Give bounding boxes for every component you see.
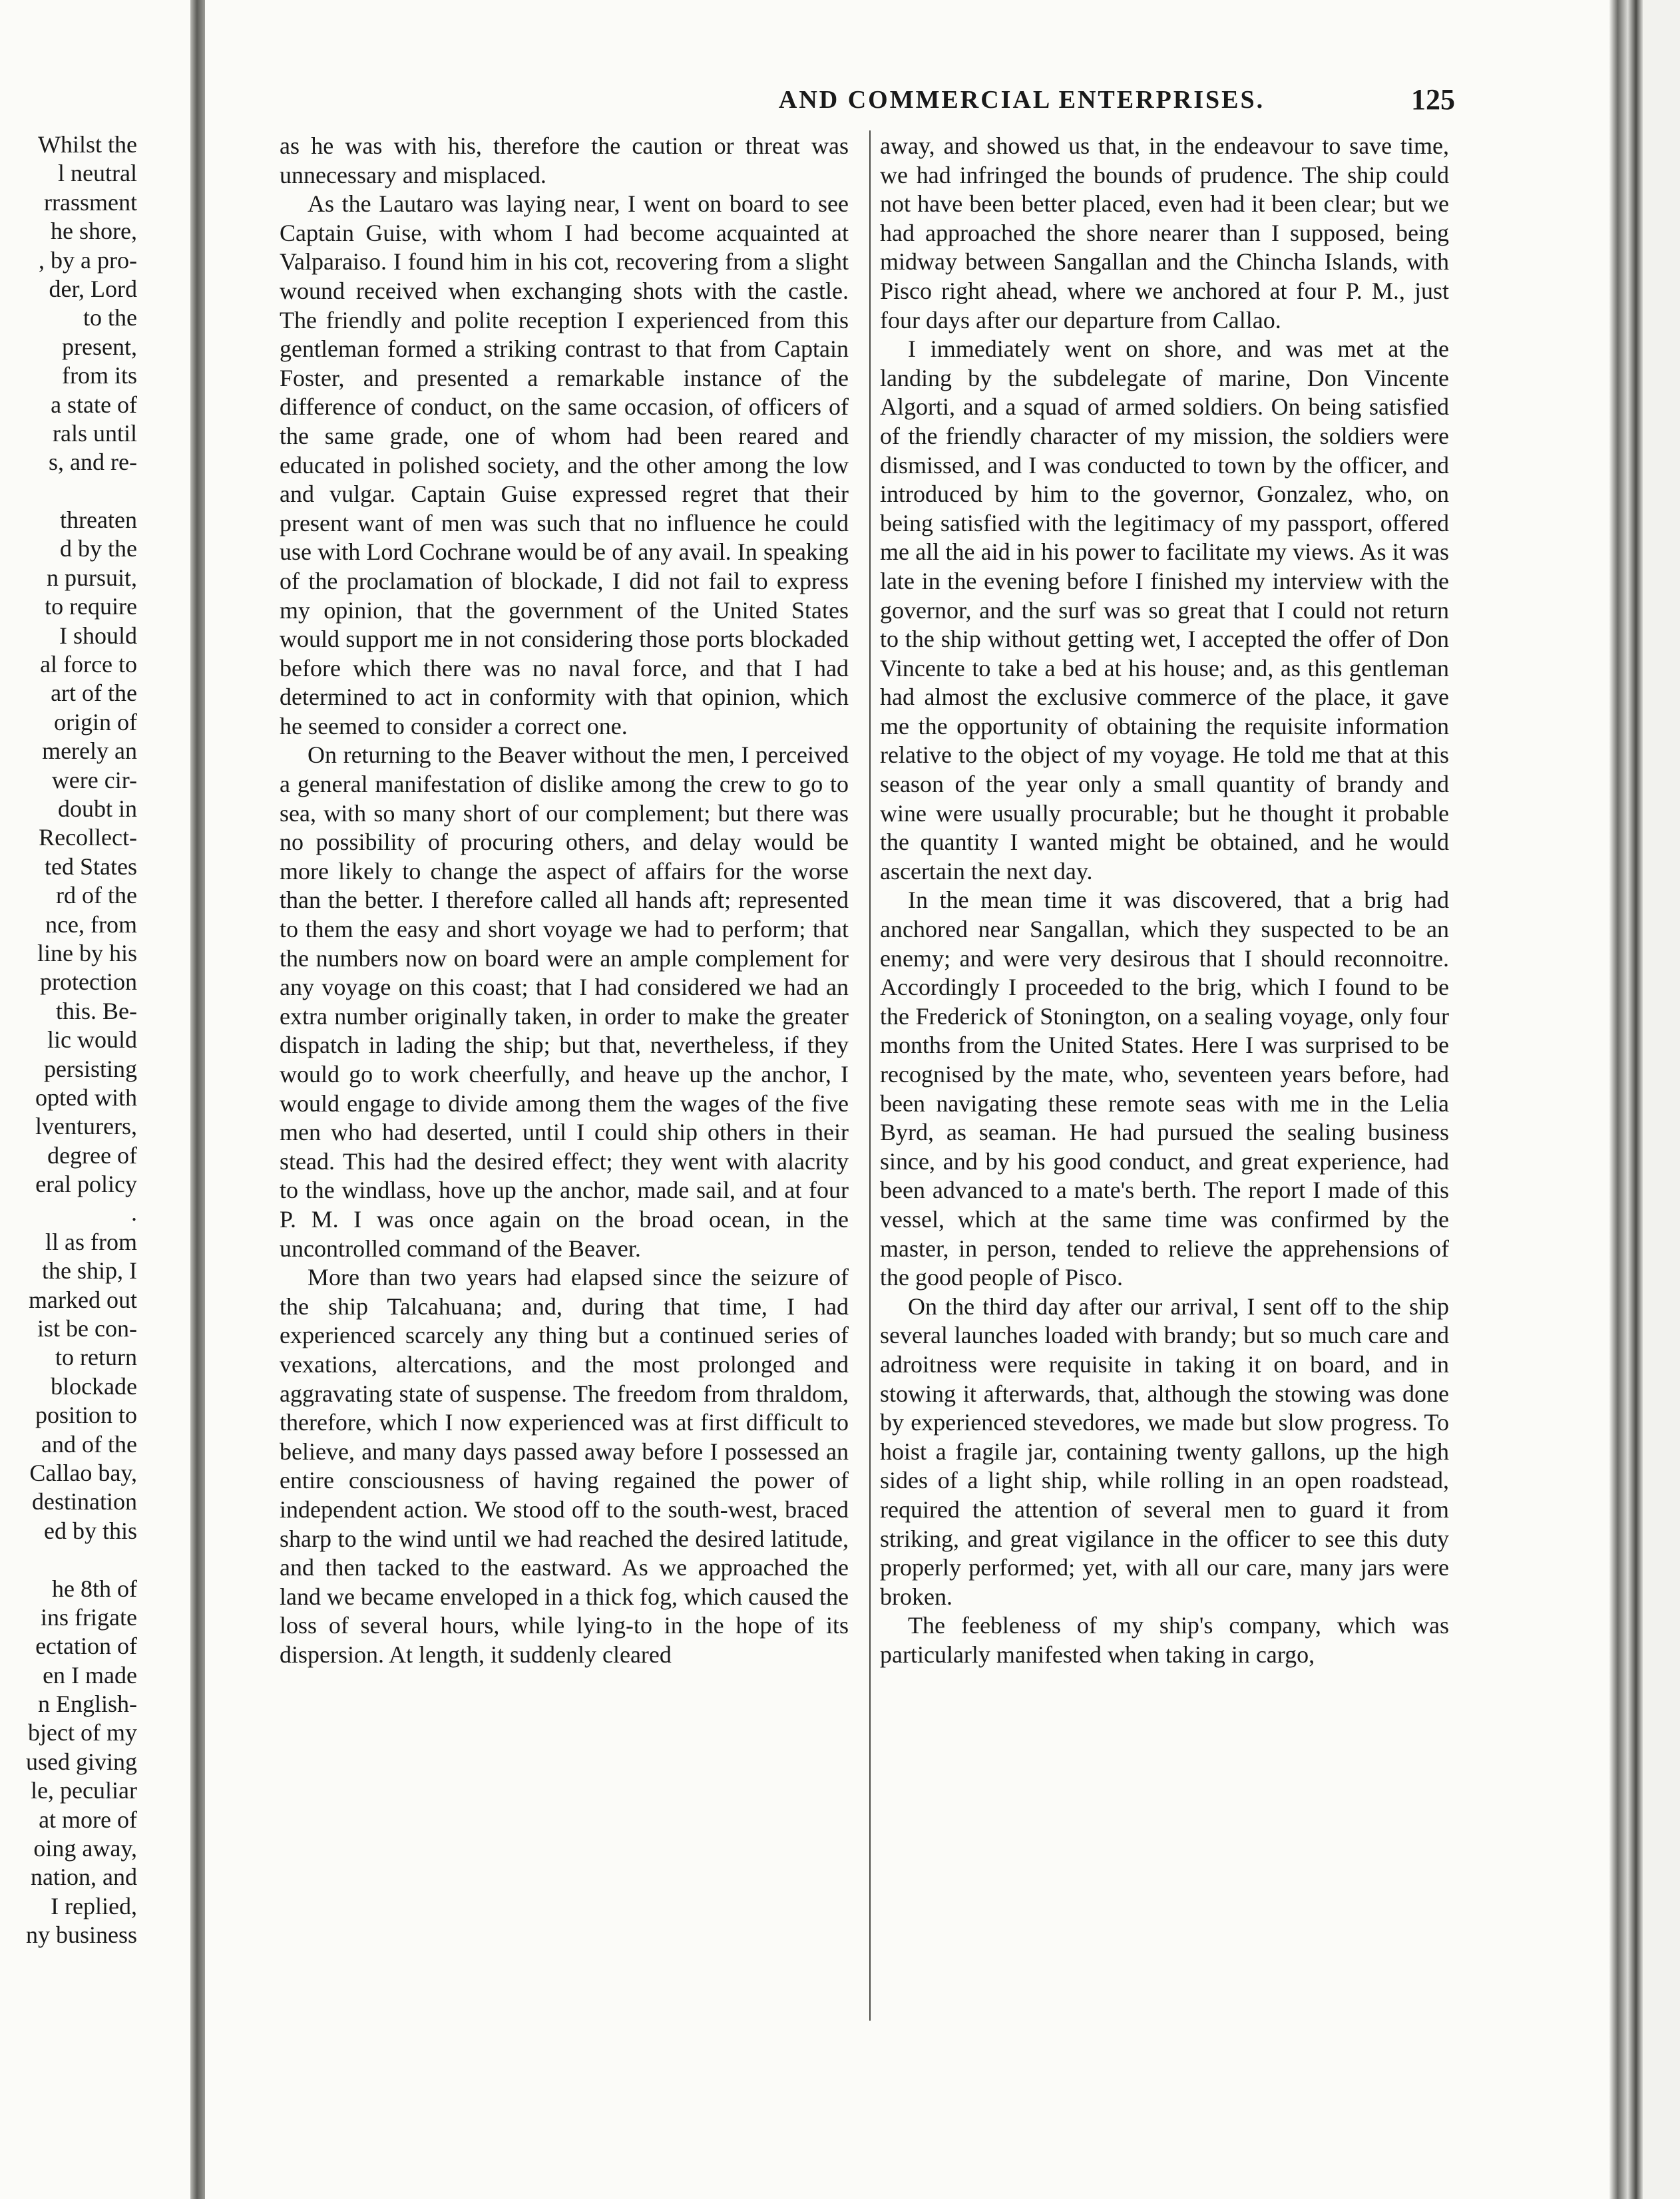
- paragraph: as he was with his, therefore the caution or threat was unnecessary and misplaced.: [280, 132, 849, 188]
- fragment-line: were cir-: [51, 766, 137, 793]
- fragment-line: ectation of: [35, 1633, 137, 1660]
- fragment-line: l neutral: [58, 160, 137, 187]
- paragraph: As the Lautaro was laying near, I went on board to see Captain Guise, with whom I had become acquainted at Valparaiso. I found him in his cot, recovering from a slight wound received when exchanging shots with the castle. The friendly and polite reception I experienced from this gentleman formed a striking contrast to that from Captain Foster, and presented a remarkable instance of the difference of conduct, on the same occasion, of officers of the same grade, one of whom had been reared and educated in polished society, and the other among the low and vulgar. Captain Guise expressed regret that their present want of men was such that no influence he could use with Lord Cochrane would be of any avail. In speaking of the proclamation of blockade, I did not fail to express my opinion, that the government of the United States would support me in not considering those ports blockaded before which there was no naval force, and that I had determined to act in conformity with that opinion, which he seemed to consider a correct one.: [280, 190, 849, 739]
- fragment-line: rrassment: [44, 188, 137, 216]
- fragment-line: blockade: [51, 1372, 137, 1400]
- right-text-column: [880, 132, 1449, 1669]
- fragment-line: [0, 1545, 137, 1574]
- fragment-line: position to: [35, 1402, 137, 1429]
- fragment-line: ed by this: [44, 1517, 137, 1544]
- fragment-line: and of the: [41, 1430, 137, 1458]
- fragment-line: der, Lord: [49, 275, 137, 302]
- fragment-line: he shore,: [51, 218, 137, 245]
- fragment-line: n pursuit,: [46, 564, 137, 591]
- fragment-line: eral policy: [35, 1171, 137, 1198]
- fragment-line: , by a pro-: [39, 246, 137, 274]
- fragment-line: art of the: [51, 680, 137, 707]
- facing-page-fragment: [0, 130, 137, 1950]
- fragment-line: nation, and: [31, 1864, 137, 1891]
- page-edge-margin: [1643, 0, 1680, 2199]
- fragment-line: [0, 477, 137, 506]
- fragment-line: from its: [62, 362, 137, 389]
- fragment-line: used giving: [26, 1748, 137, 1775]
- fragment-line: he 8th of: [52, 1575, 137, 1602]
- fragment-line: d by the: [60, 535, 137, 562]
- fragment-line: ny business: [25, 1921, 137, 1949]
- fragment-line: lic would: [47, 1026, 137, 1054]
- paragraph: The feebleness of my ship's company, which was particularly manifested when taking in cargo,: [880, 1612, 1449, 1668]
- fragment-line: degree of: [47, 1141, 137, 1169]
- fragment-line: al force to: [40, 651, 137, 678]
- fragment-line: to the: [83, 304, 137, 331]
- fragment-line: merely an: [42, 737, 137, 765]
- fragment-line: bject of my: [28, 1719, 137, 1746]
- fragment-line: a state of: [51, 391, 137, 418]
- book-gutter: [190, 0, 205, 2199]
- fragment-line: this. Be-: [56, 997, 137, 1024]
- page-edge: [1609, 0, 1643, 2199]
- paragraph: More than two years had elapsed since the seizure of the ship Talcahuana; and, during that time, I had experienced scarcely any thing but a continued series of vexations, altercations, and the most prolonged and aggravating state of suspense. The freedom from thraldom, therefore, which I now experienced was at first difficult to believe, and many days passed away before I possessed an entire consciousness of having regained the power of independent action. We stood off to the south-west, braced sharp to the wind until we had reached the desired latitude, and then tacked to the eastward. As we approached the land we became enveloped in a thick fog, which caused the loss of several hours, while lying-to in the hope of its dispersion. At length, it suddenly cleared: [280, 1264, 849, 1668]
- fragment-line: ll as from: [45, 1228, 137, 1255]
- fragment-line: destination: [32, 1488, 137, 1515]
- fragment-line: opted with: [35, 1084, 137, 1111]
- fragment-line: present,: [62, 333, 137, 360]
- fragment-line: Callao bay,: [29, 1459, 137, 1486]
- fragment-line: line by his: [37, 939, 137, 966]
- fragment-line: to return: [55, 1344, 137, 1371]
- fragment-line: oing away,: [33, 1835, 137, 1862]
- fragment-line: s, and re-: [49, 449, 137, 476]
- column-divider: [869, 130, 871, 2021]
- fragment-line: Recollect-: [39, 824, 137, 851]
- fragment-line: lventurers,: [35, 1113, 137, 1140]
- fragment-line: le, peculiar: [31, 1777, 137, 1804]
- fragment-line: I replied,: [51, 1892, 137, 1919]
- fragment-line: I should: [59, 622, 137, 649]
- left-text-column: [280, 132, 849, 1669]
- fragment-line: nce, from: [45, 910, 137, 938]
- running-head: AND COMMERCIAL ENTERPRISES.: [778, 86, 1265, 114]
- paragraph: In the mean time it was discovered, that a brig had anchored near Sangallan, which they suspected to be an enemy; and were very desirous that I should reconnoitre. Accordingly I proceeded to the brig, which I found to be the Frederick of Stonington, on a sealing voyage, only four months from the United States. Here I was surprised to be recognised by the mate, who, seventeen years before, had been navigating these remote seas with me in the Lelia Byrd, as seaman. He had pursued the sealing business since, and by his good conduct, and great experience, had been advanced to a mate's berth. The report I made of this vessel, which at the same time was confirmed by the master, in person, tended to relieve the apprehensions of the good people of Pisco.: [880, 887, 1449, 1291]
- paragraph: I immediately went on shore, and was met at the landing by the subdelegate of marine, Don Vincente Algorti, and a squad of armed soldiers. On being satisfied of the friendly character of my mission, the soldiers were dismissed, and I was conducted to town by the officer, and introduced by him to the governor, Gonzalez, who, on being satisfied with the legitimacy of my passport, offered me all the aid in his power to facilitate my views. As it was late in the evening before I finished my interview with the governor, and the surf was so great that I could not return to the ship without getting wet, I accepted the offer of Don Vincente to take a bed at his house; and, as this gentleman had almost the exclusive commerce of the place, it gave me the opportunity of obtaining the requisite information relative to the object of my voyage. He told me that at this season of the year only a small quantity of brandy and wine were usually procurable; but he thought it probable the quantity I wanted might be obtained, and he would ascertain the next day.: [880, 335, 1449, 885]
- page-number: 125: [1411, 83, 1455, 116]
- fragment-line: threaten: [60, 506, 137, 534]
- fragment-line: ted States: [45, 853, 137, 880]
- fragment-line: doubt in: [57, 795, 137, 822]
- fragment-line: origin of: [54, 708, 137, 735]
- fragment-line: rals until: [53, 419, 137, 447]
- paragraph: away, and showed us that, in the endeavour to save time, we had infringed the bounds of prudence. The ship could not have been better placed, even had it been clear; but we had approached the shore nearer than I supposed, being midway between Sangallan and the Chincha Islands, with Pisco right ahead, where we anchored at four P. M., just four days after our departure from Callao.: [880, 132, 1449, 333]
- fragment-line: protection: [40, 968, 137, 996]
- fragment-line: .: [131, 1199, 137, 1227]
- fragment-line: at more of: [39, 1806, 137, 1833]
- fragment-line: the ship, I: [42, 1257, 137, 1285]
- fragment-line: rd of the: [56, 882, 137, 909]
- fragment-line: ins frigate: [41, 1603, 137, 1631]
- paragraph: On returning to the Beaver without the men, I perceived a general manifestation of dislike among the crew to go to sea, with so many short of our complement; but there was no possibility of procuring others, and delay would be more likely to change the aspect of affairs for the worse than the better. I therefore called all hands aft; represented to them the easy and short voyage we had to perform; that the numbers now on board were an ample complement for any voyage on this coast; that I had considered we had an extra number originally taken, in order to make the greater dispatch in lading the ship; but that, nevertheless, if they would go to work cheerfully, and heave up the anchor, I would engage to divide among them the wages of the five men who had deserted, until I could ship others in their stead. This had the desired effect; they went with alacrity to the windlass, hove up the anchor, made sail, and at four P. M. I was once again on the broad ocean, in the uncontrolled command of the Beaver.: [280, 741, 849, 1262]
- fragment-line: n English-: [38, 1691, 137, 1718]
- fragment-line: ist be con-: [37, 1315, 137, 1342]
- fragment-line: persisting: [44, 1055, 137, 1082]
- fragment-line: marked out: [29, 1286, 137, 1313]
- paragraph: On the third day after our arrival, I sent off to the ship several launches loaded with brandy; but so much care and adroitness were requisite in taking it on board, and in stowing it afterwards, that, although the stowing was done by experienced stevedores, we made but slow progress. To hoist a fragile jar, containing twenty gallons, up the high sides of a light ship, while rolling in an open roadstead, required the attention of several men to guard it from striking, and great vigilance in the officer to see this duty properly performed; yet, with all our care, many jars were broken.: [880, 1293, 1449, 1610]
- fragment-line: Whilst the: [38, 131, 137, 158]
- fragment-line: en I made: [43, 1661, 137, 1689]
- fragment-line: to require: [45, 593, 137, 620]
